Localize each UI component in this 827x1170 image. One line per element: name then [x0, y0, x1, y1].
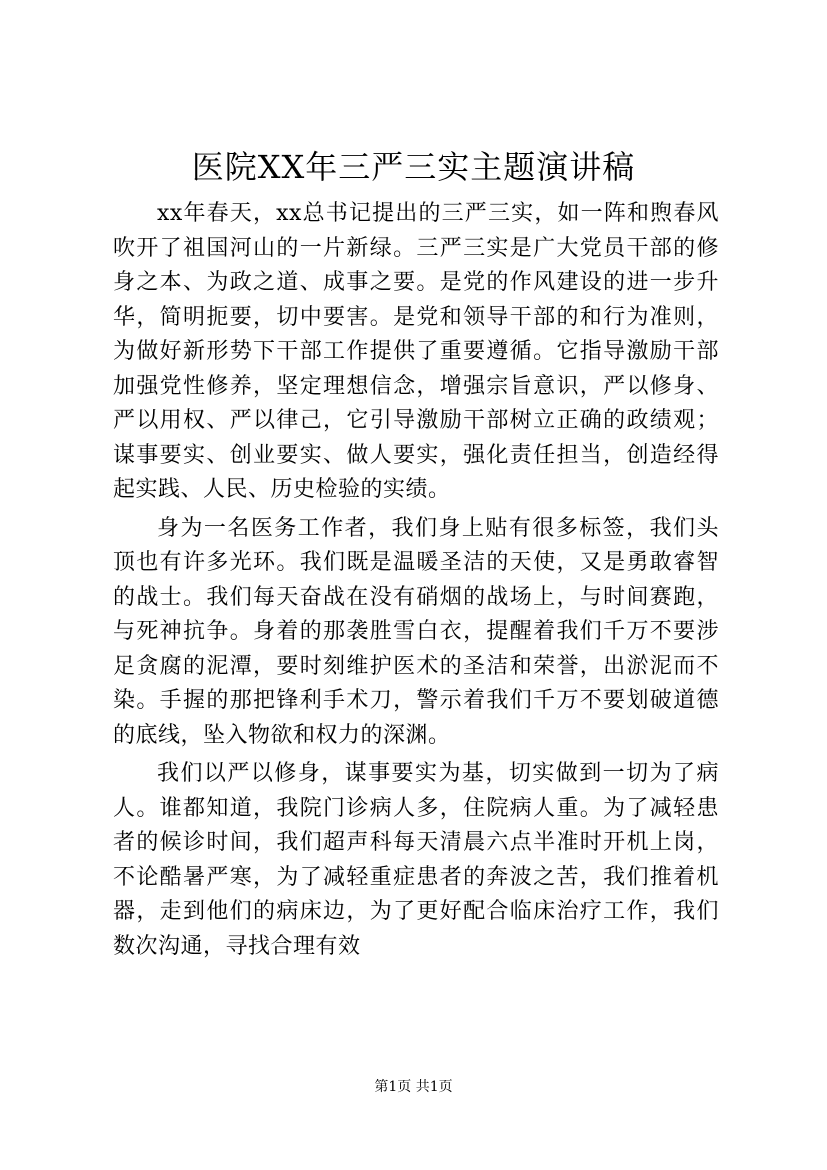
paragraph-1: xx年春天，xx总书记提出的三严三实，如一阵和煦春风吹开了祖国河山的一片新绿。三严三实是广大党员干部的修身之本、为政之道、成事之要。是党的作风建设的进一步升华，简明扼要，切中要害。是党和领导干部的和行为准则，为做好新形势下干部工作提供了重要遵循。它指导激励干部加强党性修养，坚定理想信念，增强宗旨意识，严以修身、严以用权、严以律己，它引导激励干部树立正确的政绩观；谋事要实、创业要实、做人要实，强化责任担当，创造经得起实践、人民、历史检验的实绩。 [113, 201, 719, 502]
document-title: 医院XX年三严三实主题演讲稿 [191, 148, 636, 186]
paragraph-2: 身为一名医务工作者，我们身上贴有很多标签，我们头顶也有许多光环。我们既是温暖圣洁的天使，又是勇敢睿智的战士。我们每天奋战在没有硝烟的战场上，与时间赛跑，与死神抗争。身着的那袭胜雪白衣，提醒着我们千万不要涉足贪腐的泥潭，要时刻维护医术的圣洁和荣誉，出淤泥而不染。手握的那把锋利手术刀，警示着我们千万不要划破道德的底线，坠入物欲和权力的深渊。 [113, 515, 719, 748]
paragraph-3: 我们以严以修身，谋事要实为基，切实做到一切为了病人。谁都知道，我院门诊病人多，住院病人重。为了减轻患者的候诊时间，我们超声科每天清晨六点半准时开机上岗，不论酷暑严寒，为了减轻重症患者的奔波之苦，我们推着机器，走到他们的病床边，为了更好配合临床治疗工作，我们数次沟通，寻找合理有效 [113, 761, 719, 959]
document-body [113, 197, 719, 968]
page-footer: 第1页 共1页 [374, 1079, 453, 1095]
